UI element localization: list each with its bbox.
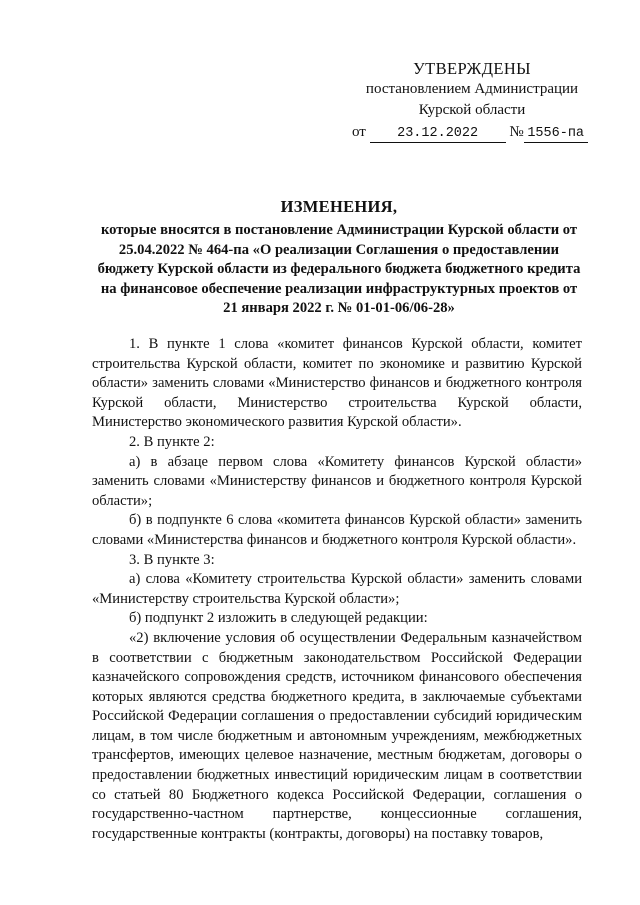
paragraph-6: а) слова «Комитету строительства Курской области» заменить словами «Министерству строительства Курской области»;	[92, 571, 582, 607]
paragraph-4: б) в подпункте 6 слова «комитета финансов Курской области» заменить словами «Министерства финансов и бюджетного контроля Курской области».	[92, 512, 582, 548]
document-title	[92, 196, 586, 319]
approval-block	[340, 58, 604, 143]
paragraph-7: б) подпункт 2 изложить в следующей редакции:	[129, 610, 428, 627]
approval-number: 1556-па	[524, 125, 588, 143]
from-label: от	[352, 124, 366, 140]
approval-heading: УТВЕРЖДЕНЫ	[413, 59, 531, 78]
title-subtitle: которые вносятся в постановление Администрации Курской области от 25.04.2022 № 464-па «О реализации Соглашения о предоставлении бюджету Курской области из федерального бюджета бюджетного кредита на финансовое обеспечение реализации инфраструктурных проектов от 21 января 2022 г. № 01-01-06/06-28»	[97, 222, 581, 317]
approval-date: 23.12.2022	[370, 125, 506, 143]
paragraph-8: «2) включение условия об осуществлении Федеральным казначейством в соответствии с бюджетным законодательством Российской Федерации казначейского сопровождения средств, источником финансового обеспечения которых являются средства бюджетного кредита, в заключаемые субъектами Российской Федерации соглашения о предоставлении субсидий юридическим лицам, в том числе бюджетным и автономным учреждениям, межбюджетных трансфертов, имеющих целевое назначение, местным бюджетам, договоры о предоставлении бюджетных инвестиций юридическим лицам в соответствии со статьей 80 Бюджетного кодекса Российской Федерации, соглашения о государственно-частном партнерстве, концессионные соглашения, государственные контракты (контракты, договоры) на поставку товаров,	[92, 629, 582, 842]
number-label: №	[509, 124, 524, 140]
approval-date-line	[340, 122, 604, 143]
approval-line-2: Курской области	[418, 102, 526, 118]
paragraph-5: 3. В пункте 3:	[129, 551, 215, 568]
paragraph-2: 2. В пункте 2:	[129, 433, 215, 450]
paragraph-3: а) в абзаце первом слова «Комитету финансов Курской области» заменить словами «Министерству финансов и бюджетного контроля Курской области»;	[92, 453, 582, 509]
document-body	[92, 335, 582, 844]
approval-line-1: постановлением Администрации	[365, 81, 579, 97]
paragraph-1: 1. В пункте 1 слова «комитет финансов Курской области, комитет строительства Курской области, комитет по экономике и развитию Курской области» заменить словами «Министерство финансов и бюджетного контроля Курской области, Министерство строительства Курской области, Министерство экономического развития Курской области».	[92, 336, 582, 431]
title-main: ИЗМЕНЕНИЯ,	[280, 197, 398, 216]
